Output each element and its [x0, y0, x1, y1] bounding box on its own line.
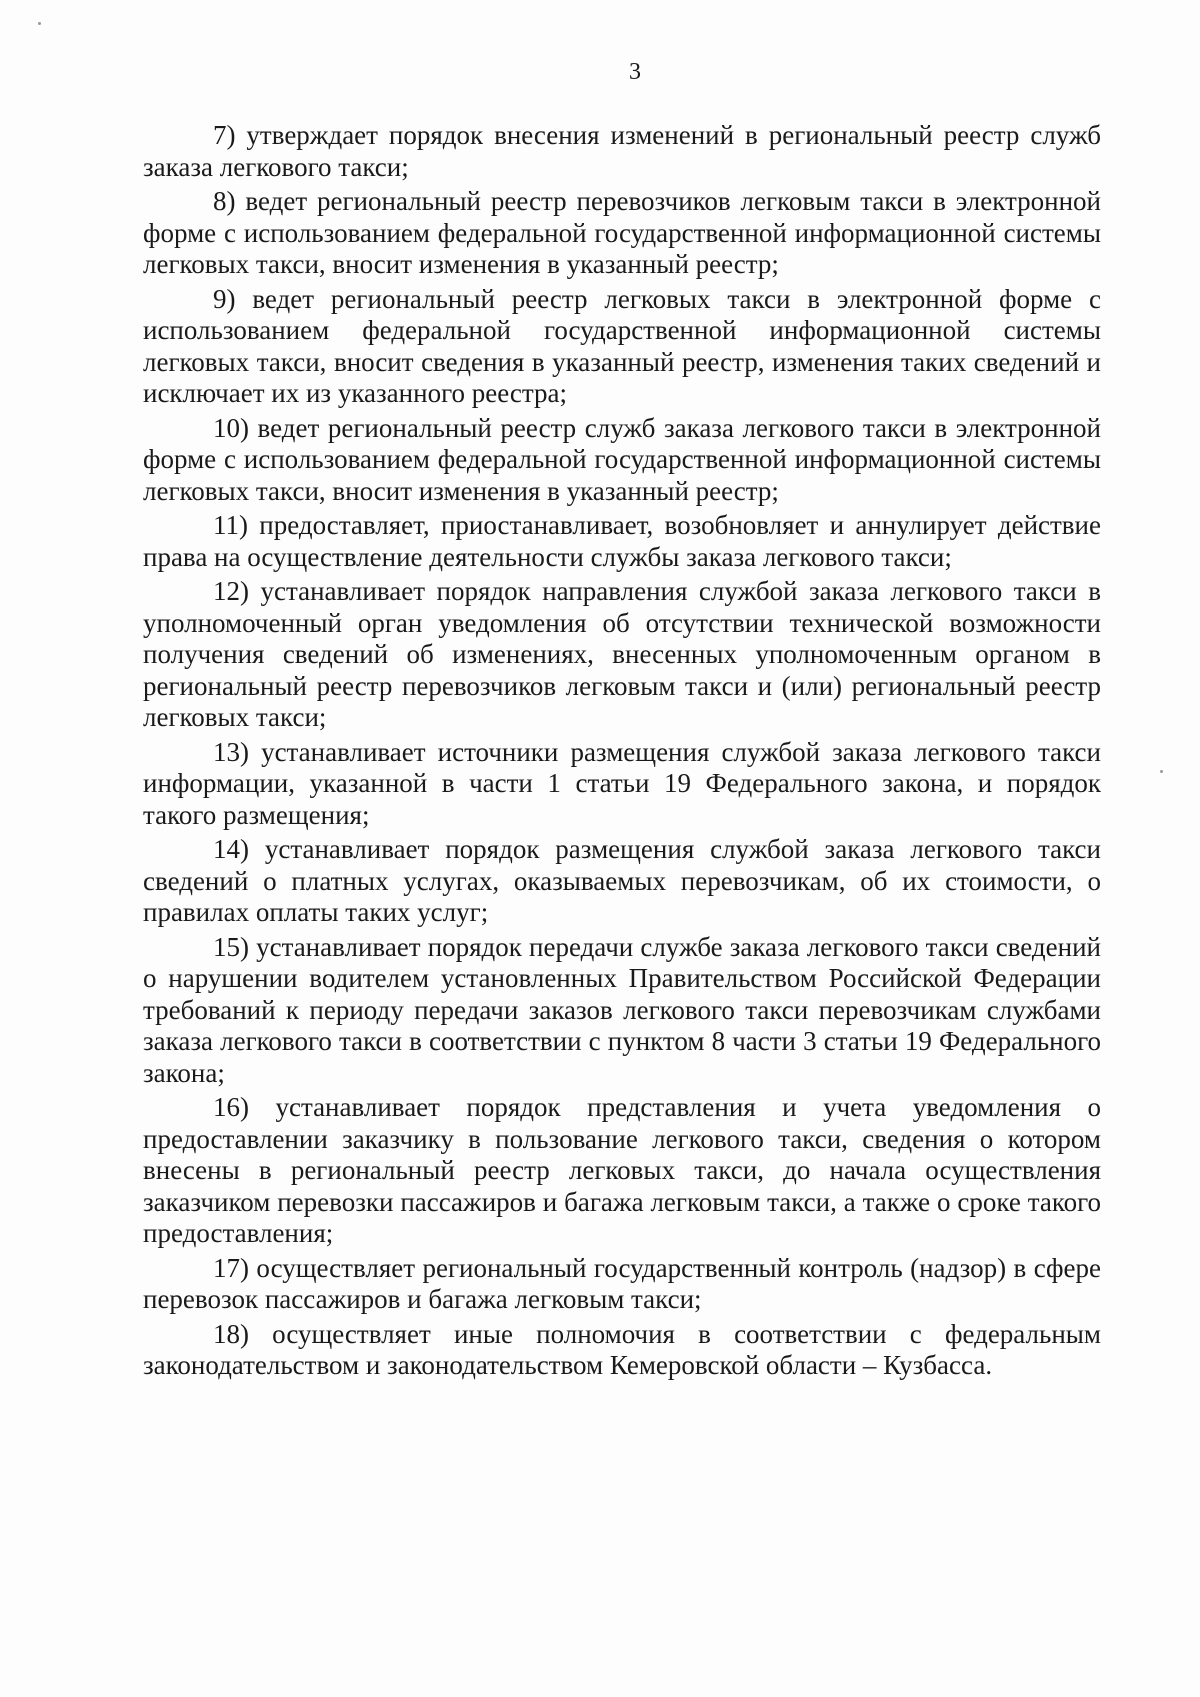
list-item: 18) осуществляет иные полномочия в соответствии с федеральным законодательством и законодательством Кемеровской области – Кузбасса.	[143, 1318, 1101, 1380]
list-item: 14) устанавливает порядок размещения службой заказа легкового такси сведений о платных услугах, оказываемых перевозчикам, об их стоимости, о правилах оплаты таких услуг;	[143, 834, 1101, 927]
list-item: 9) ведет региональный реестр легковых такси в электронной форме с использованием федеральной государственной информационной системы легковых такси, вносит сведения в указанный реестр, изменения таких сведений и исключает их из указанного реестра;	[143, 283, 1101, 408]
scan-speck	[1160, 770, 1163, 773]
list-item: 17) осуществляет региональный государственный контроль (надзор) в сфере перевозок пассажиров и багажа легковым такси;	[143, 1252, 1101, 1314]
list-item: 12) устанавливает порядок направления службой заказа легкового такси в уполномоченный орган уведомления об отсутствии технической возможности получения сведений об изменениях, внесенных уполномоченным органом в региональный реестр перевозчиков легковым такси и (или) региональный реестр легковых такси;	[143, 576, 1101, 732]
list-item: 15) устанавливает порядок передачи службе заказа легкового такси сведений о нарушении водителем установленных Правительством Российской Федерации требований к периоду передачи заказов легкового такси перевозчикам службами заказа легкового такси в соответствии с пунктом 8 части 3 статьи 19 Федерального закона;	[143, 931, 1101, 1088]
page-number: 3	[629, 59, 641, 85]
list-item: 7) утверждает порядок внесения изменений в региональный реестр служб заказа легкового такси;	[143, 120, 1101, 182]
list-item: 11) предоставляет, приостанавливает, возобновляет и аннулирует действие права на осуществление деятельности службы заказа легкового такси;	[143, 510, 1101, 572]
list-item: 10) ведет региональный реестр служб заказа легкового такси в электронной форме с использованием федеральной государственной информационной системы легковых такси, вносит изменения в указанный реестр;	[143, 412, 1101, 506]
list-item: 8) ведет региональный реестр перевозчиков легковым такси в электронной форме с использованием федеральной государственной информационной системы легковых такси, вносит изменения в указанный реестр;	[143, 186, 1101, 279]
scan-speck	[38, 22, 41, 25]
list-item: 13) устанавливает источники размещения службой заказа легкового такси информации, указанной в части 1 статьи 19 Федерального закона, и порядок такого размещения;	[143, 736, 1101, 830]
powers-list	[143, 120, 1101, 1385]
list-item: 16) устанавливает порядок представления и учета уведомления о предоставлении заказчику в пользование легкового такси, сведения о котором внесены в региональный реестр легковых такси, до начала осуществления заказчиком перевозки пассажиров и багажа легковым такси, а также о сроке такого предоставления;	[143, 1092, 1101, 1248]
